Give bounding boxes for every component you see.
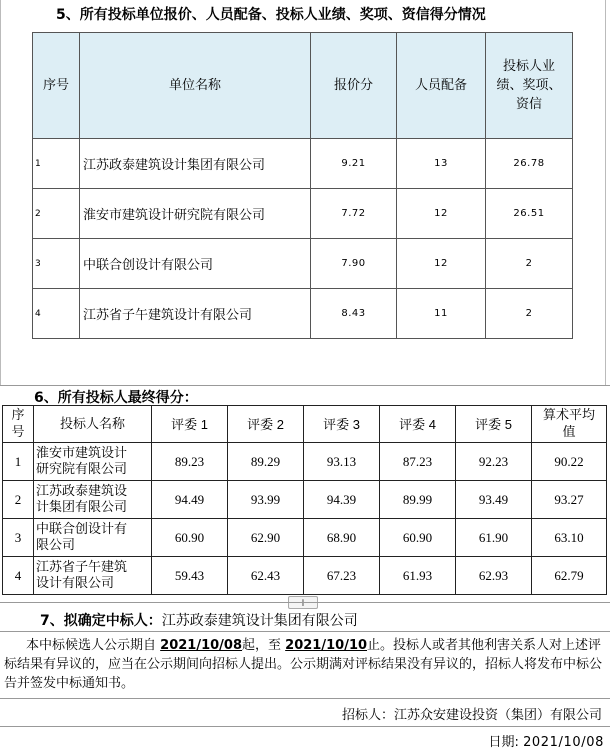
notice-text-1: 本中标候选人公示期自 [26, 638, 157, 653]
table-row [33, 239, 573, 289]
row-performance-score: 26.78 [486, 139, 573, 189]
row-performance-score: 26.51 [486, 189, 573, 239]
row-judge-4-score: 89.99 [380, 481, 456, 519]
header-seq: 序号 [33, 33, 80, 139]
row-price-score: 8.43 [311, 289, 397, 339]
notice-text-3: 止。投标人或者其他利害关系人对上述评标结果有异议的，应当在公示期间向招标人提出。公示期满对评标结果没有异议的，招标人将发布中标公告并签发中标通知书。 [4, 638, 603, 691]
notice-end-date: 2021/10/10 [285, 638, 368, 653]
row-bidder-name [34, 519, 152, 557]
bidder-name-line: 淮安市建筑设计 [36, 445, 128, 461]
section-divider [0, 631, 610, 632]
row-unit-name: 中联合创设计有限公司 [80, 239, 311, 289]
notice-paragraph [4, 636, 606, 693]
row-price-score: 7.72 [311, 189, 397, 239]
row-judge-3-score: 93.13 [304, 443, 380, 481]
header-performance-line: 资信 [515, 97, 542, 112]
frame-right-edge [605, 0, 606, 385]
bidder-name-line: 研究院有限公司 [36, 461, 128, 477]
header-seq-line: 序 [11, 408, 25, 423]
header-judge-2: 评委 2 [228, 406, 304, 443]
row-judge-5-score: 61.90 [456, 519, 532, 557]
row-judge-4-score: 61.93 [380, 557, 456, 595]
row-average-score: 90.22 [532, 443, 607, 481]
row-performance-score: 2 [486, 289, 573, 339]
date-value: 2021/10/08 [523, 735, 604, 750]
row-seq: 4 [33, 289, 80, 339]
row-unit-name: 江苏政泰建筑设计集团有限公司 [80, 139, 311, 189]
date-label: 日期: [488, 735, 519, 750]
row-judge-3-score: 68.90 [304, 519, 380, 557]
row-price-score: 7.90 [311, 239, 397, 289]
row-staff-score: 12 [397, 239, 486, 289]
bidder-name-line: 设计有限公司 [36, 575, 115, 591]
row-seq: 3 [33, 239, 80, 289]
row-bidder-name [34, 481, 152, 519]
section-divider [0, 385, 610, 386]
bidder-name-line: 江苏政泰建筑设 [36, 483, 128, 499]
header-performance-line: 投标人业 [502, 59, 555, 74]
header-unit-name: 单位名称 [80, 33, 311, 139]
row-judge-2-score: 62.90 [228, 519, 304, 557]
header-bidder-name: 投标人名称 [34, 406, 152, 443]
bid-score-table [32, 32, 573, 339]
bid-score-header-row [33, 33, 573, 139]
table-row [3, 443, 607, 481]
row-judge-2-score: 89.29 [228, 443, 304, 481]
section7-heading [40, 610, 358, 630]
table-row [33, 189, 573, 239]
header-judge-5: 评委 5 [456, 406, 532, 443]
bidder-name-line: 中联合创设计有 [36, 521, 128, 537]
table-row [3, 481, 607, 519]
header-judge-1: 评委 1 [152, 406, 228, 443]
table-row [33, 139, 573, 189]
section5-heading: 5、所有投标单位报价、人员配备、投标人业绩、奖项、资信得分情况 [56, 7, 486, 23]
row-judge-1-score: 59.43 [152, 557, 228, 595]
header-seq-line: 号 [11, 425, 25, 440]
final-score-header-row [3, 406, 607, 443]
row-judge-1-score: 89.23 [152, 443, 228, 481]
row-judge-4-score: 60.90 [380, 519, 456, 557]
row-judge-5-score: 93.49 [456, 481, 532, 519]
date-line [489, 731, 604, 750]
section-divider [0, 602, 610, 603]
row-seq: 1 [33, 139, 80, 189]
header-average-line: 算术平均 [542, 408, 595, 423]
row-judge-2-score: 93.99 [228, 481, 304, 519]
row-judge-5-score: 62.93 [456, 557, 532, 595]
row-bidder-name [34, 443, 152, 481]
row-staff-score: 12 [397, 189, 486, 239]
row-average-score: 62.79 [532, 557, 607, 595]
header-staff: 人员配备 [397, 33, 486, 139]
row-seq: 4 [3, 557, 34, 595]
row-staff-score: 11 [397, 289, 486, 339]
bidder-name-line: 计集团有限公司 [36, 499, 128, 515]
row-judge-2-score: 62.43 [228, 557, 304, 595]
table-row [3, 519, 607, 557]
header-seq [3, 406, 34, 443]
tenderer-label: 招标人： [341, 708, 394, 723]
row-judge-1-score: 94.49 [152, 481, 228, 519]
bidder-name-line: 江苏省子午建筑 [36, 559, 128, 575]
section-divider [0, 726, 610, 727]
row-judge-3-score: 67.23 [304, 557, 380, 595]
section-divider [0, 698, 610, 699]
row-unit-name: 淮安市建筑设计研究院有限公司 [80, 189, 311, 239]
row-price-score: 9.21 [311, 139, 397, 189]
header-price-score: 报价分 [311, 33, 397, 139]
row-judge-5-score: 92.23 [456, 443, 532, 481]
tenderer-name: 江苏众安建设投资（集团）有限公司 [393, 708, 602, 723]
row-seq: 3 [3, 519, 34, 557]
row-average-score: 63.10 [532, 519, 607, 557]
row-judge-1-score: 60.90 [152, 519, 228, 557]
bidder-name-line: 限公司 [36, 537, 76, 553]
row-staff-score: 13 [397, 139, 486, 189]
section7-label: 7、拟确定中标人： [40, 613, 162, 629]
row-seq: 1 [3, 443, 34, 481]
row-judge-4-score: 87.23 [380, 443, 456, 481]
header-performance [486, 33, 573, 139]
row-seq: 2 [3, 481, 34, 519]
header-average [532, 406, 607, 443]
header-judge-4: 评委 4 [380, 406, 456, 443]
row-performance-score: 2 [486, 239, 573, 289]
row-judge-3-score: 94.39 [304, 481, 380, 519]
tenderer-line [342, 704, 602, 723]
section6-heading: 6、所有投标人最终得分： [34, 390, 198, 406]
notice-text-2: 起，至 [242, 638, 282, 653]
header-average-line: 值 [562, 425, 576, 440]
row-bidder-name [34, 557, 152, 595]
row-average-score: 93.27 [532, 481, 607, 519]
frame-left-edge [0, 0, 1, 385]
table-row [3, 557, 607, 595]
table-row [33, 289, 573, 339]
header-judge-3: 评委 3 [304, 406, 380, 443]
header-performance-line: 绩、奖项、 [496, 78, 562, 93]
row-unit-name: 江苏省子午建筑设计有限公司 [80, 289, 311, 339]
row-seq: 2 [33, 189, 80, 239]
winning-bidder: 江苏政泰建筑设计集团有限公司 [161, 613, 358, 629]
final-score-table [2, 405, 607, 595]
notice-start-date: 2021/10/08 [160, 638, 243, 653]
